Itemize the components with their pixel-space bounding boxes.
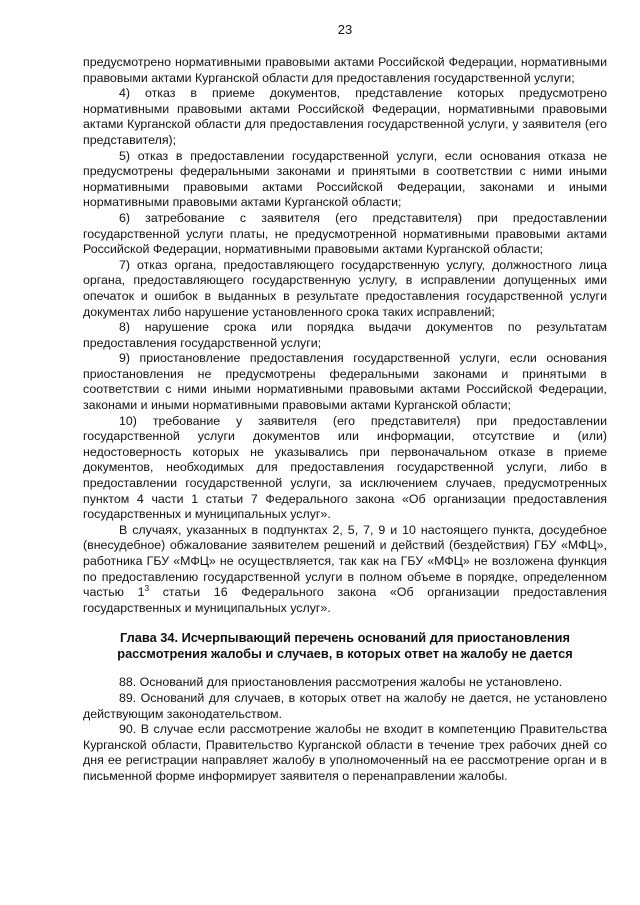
closing-paragraph xyxy=(83,523,607,617)
list-item-6: 6) затребование с заявителя (его представителя) при предоставлении государственной услуги платы, не предусмотренной нормативными правовыми актами Российской Федерации, нормативными правовыми актами Курганской области; xyxy=(83,210,607,257)
list-item-4: 4) отказ в приеме документов, представление которых предусмотрено нормативными правовыми актами Российской Федерации, нормативными правовыми актами Курганской области для предоставления государственной услуги, у заявителя (его представителя); xyxy=(83,86,607,147)
list-item-5: 5) отказ в предоставлении государственной услуги, если основания отказа не предусмотрены федеральными законами и принятыми в соответствии с ними иными нормативными правовыми актами Российской Федерации, законами и иными нормативными правовыми актами Курганской области; xyxy=(83,148,607,210)
list-item-7: 7) отказ органа, предоставляющего государственную услугу, должностного лица органа, предоставляющего государственную услугу, в исправлении допущенных ими опечаток и ошибок в выданных в результате предоставления государственной услуги документах либо нарушение установленного срока таких исправлений; xyxy=(83,257,607,319)
paragraph-89: 89. Оснований для случаев, в которых ответ на жалобу не дается, не установлено действующим законодательством. xyxy=(83,690,607,721)
chapter-title: Глава 34. Исчерпывающий перечень оснований для приостановления рассмотрения жалобы и случаев, в которых ответ на жалобу не дается xyxy=(117,630,573,662)
superscript-number: 3 xyxy=(144,584,150,594)
list-item-10: 10) требование у заявителя (его представителя) при предоставлении государственной услуги документов или информации, отсутствие и (или) недостоверность которых не указывались при первоначальном отказе в приеме документов, необходимых для предоставления государственной услуги, либо в предоставлении государственной услуги, за исключением случаев, предусмотренных пунктом 4 части 1 статьи 7 Федерального закона «Об организации предоставления государственных и муниципальных услуг». xyxy=(83,413,607,522)
paragraph-continuation: предусмотрено нормативными правовыми актами Российской Федерации, нормативными правовыми актами Курганской области для предоставления государственной услуги; xyxy=(83,55,607,85)
list-item-8: 8) нарушение срока или порядка выдачи документов по результатам предоставления государственной услуги; xyxy=(83,320,607,350)
page-number: 23 xyxy=(337,22,353,37)
closing-paragraph-text-end: статьи 16 Федерального закона «Об организации предоставления государственных и муниципальных услуг». xyxy=(83,585,607,615)
paragraph-90: 90. В случае если рассмотрение жалобы не входит в компетенцию Правительства Курганской области, Правительство Курганской области в течение трех рабочих дней со дня ее регистрации направляет жалобу в уполномоченный на ее рассмотрение орган и в письменной форме информирует заявителя о перенаправлении жалобы. xyxy=(83,722,607,783)
paragraph-88: 88. Оснований для приостановления рассмотрения жалобы не установлено. xyxy=(119,675,563,690)
list-item-9: 9) приостановление предоставления государственной услуги, если основания приостановления не предусмотрены федеральными законами и принятыми в соответствии с ними иными нормативными правовыми актами Российской Федерации, законами и иными нормативными правовыми актами Курганской области; xyxy=(83,351,607,413)
closing-paragraph-text-start: В случаях, указанных в подпунктах 2, 5, 7, 9 и 10 настоящего пункта, досудебное (внесудебное) обжалование заявителем решений и действий (бездействия) ГБУ «МФЦ», работника ГБУ «МФЦ» не осуществляется, так как на ГБУ «МФЦ» не возложена функция по предоставлению государственной услуги в полном объеме в порядке, определенном частью 1 xyxy=(83,522,607,600)
